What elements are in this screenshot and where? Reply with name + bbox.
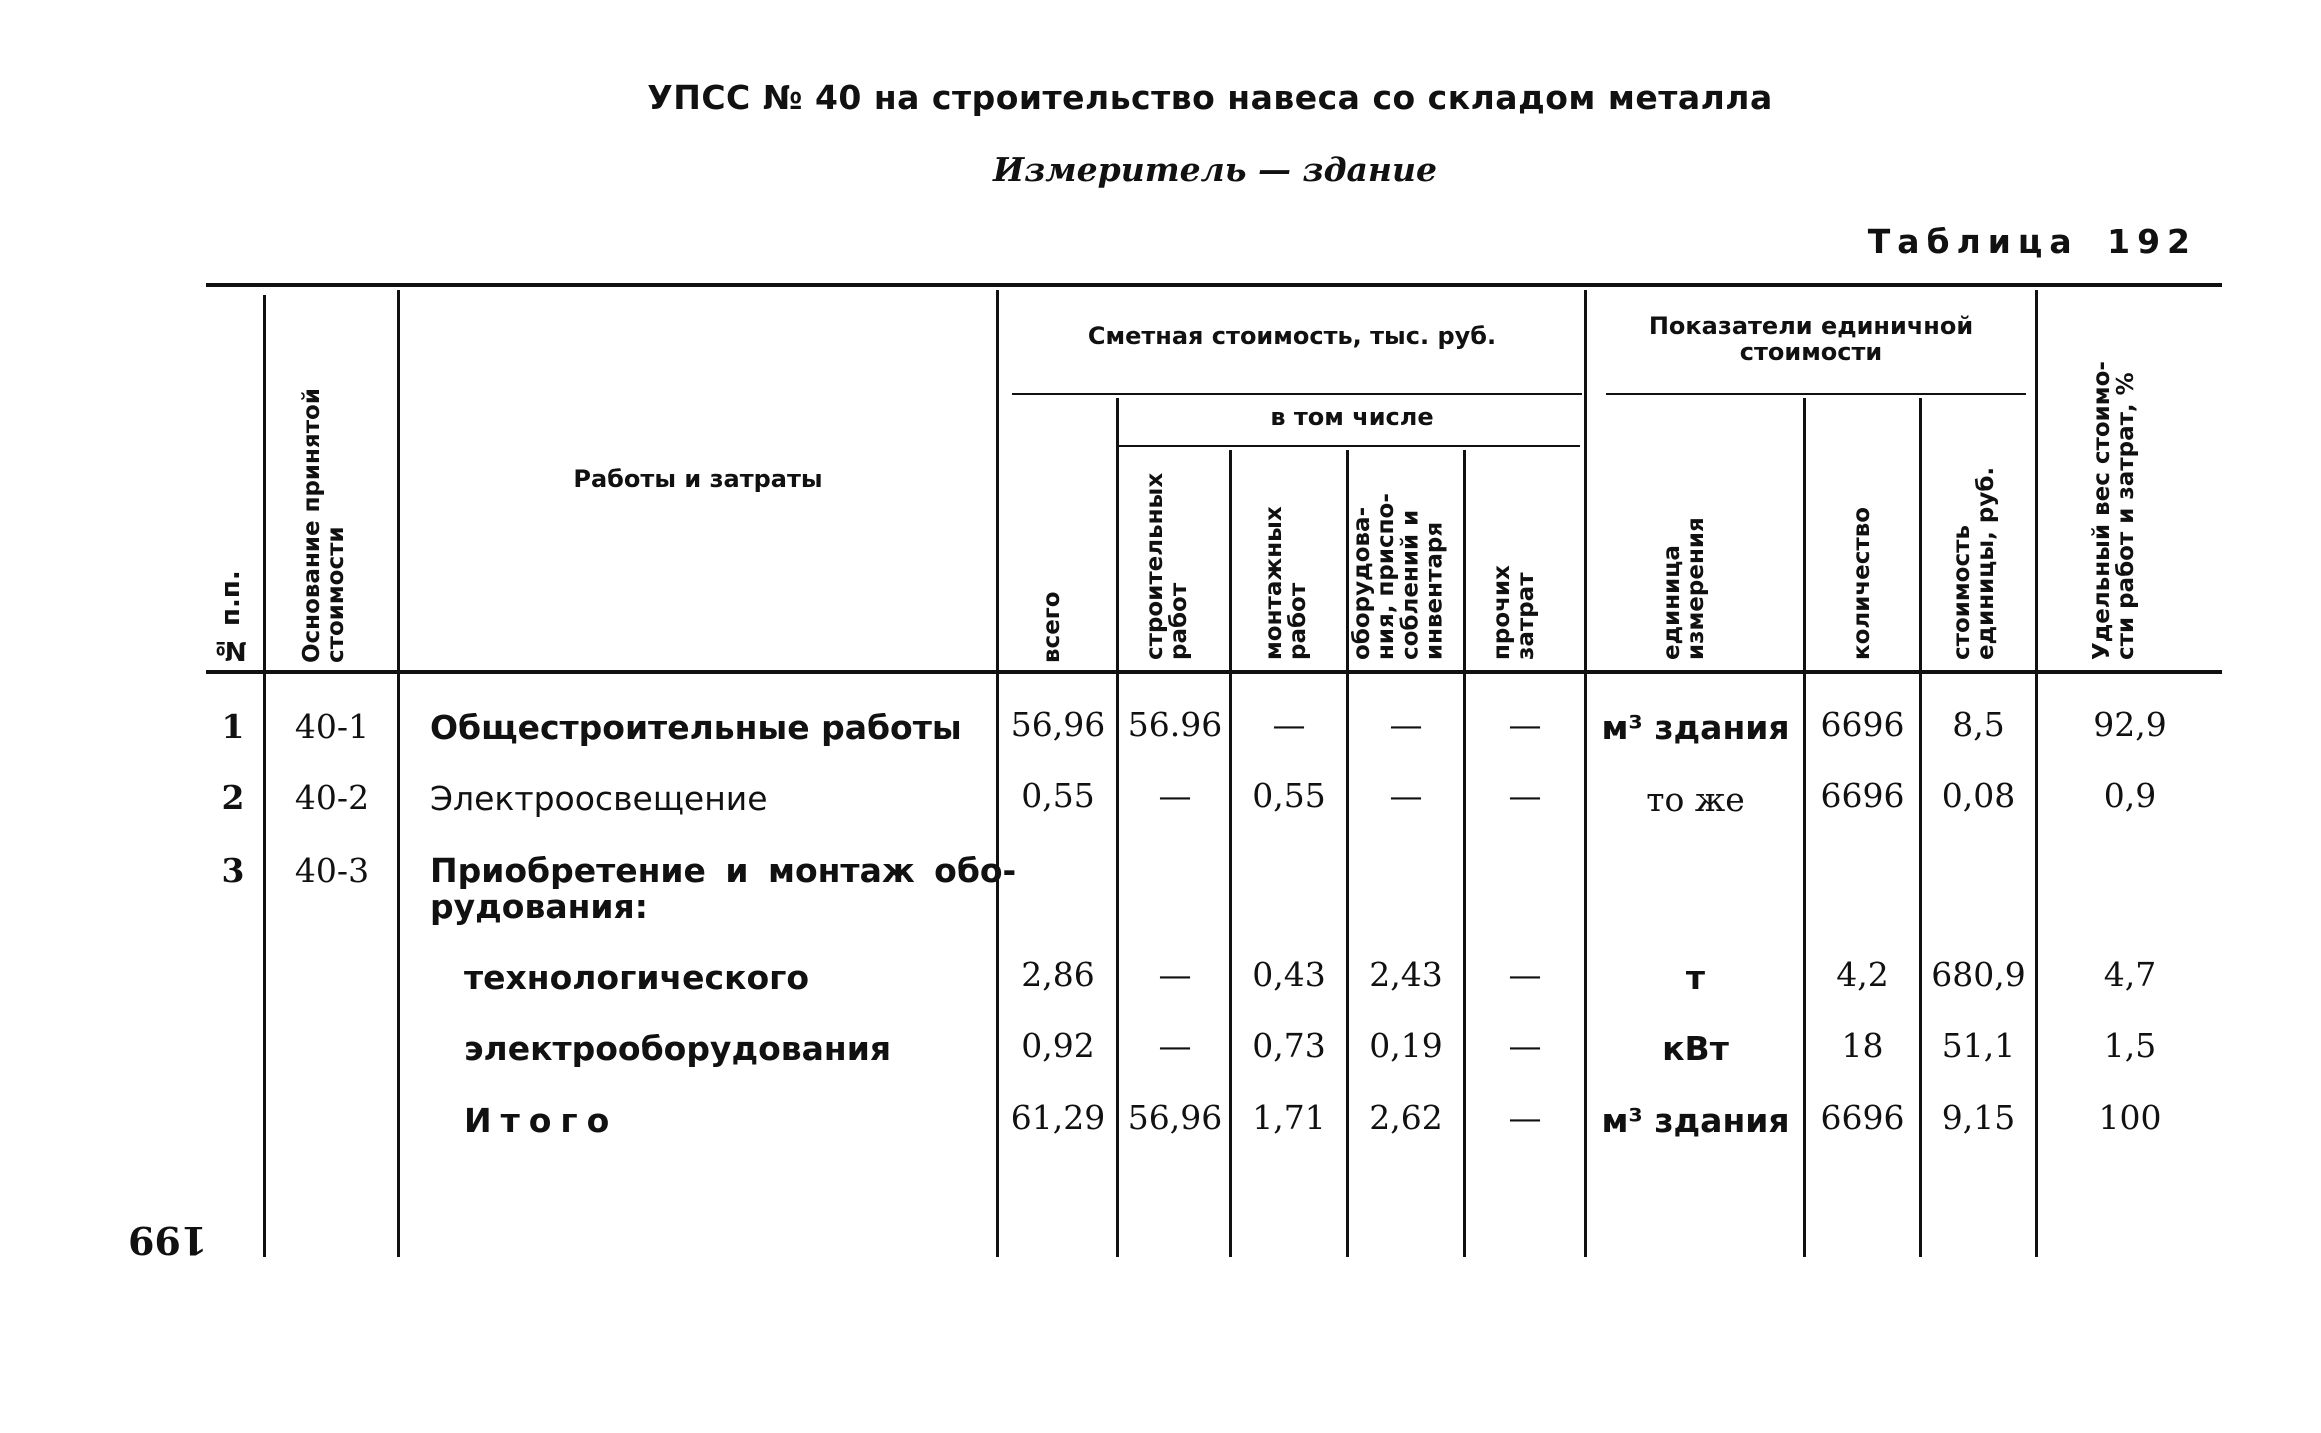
header-basis: Основание принятой стоимости: [299, 388, 350, 663]
row3b-total: 0,92: [1021, 1026, 1095, 1065]
header-total: всего: [1039, 591, 1065, 663]
row2-installation: 0,55: [1252, 776, 1326, 815]
header-unit-cost: стоимость единицы, руб.: [1949, 466, 2000, 660]
including-rule: [1118, 445, 1580, 447]
document-subtitle: Измеритель — здание: [993, 150, 1437, 189]
total-equipment: 2,62: [1369, 1098, 1443, 1137]
row3a-unit-cost: 680,9: [1931, 955, 2026, 994]
total-unit-cost: 9,15: [1941, 1098, 2016, 1137]
header-equipment: оборудова- ния, приспо- соблений и инвентаря: [1349, 493, 1448, 660]
row1-installation: —: [1272, 705, 1306, 744]
row3b-other: —: [1508, 1026, 1542, 1065]
total-other: —: [1508, 1098, 1542, 1137]
row1-equipment: —: [1389, 705, 1423, 744]
header-unit: единица измерения: [1659, 517, 1710, 660]
indicators-group-rule: [1606, 393, 2026, 395]
total-construction: 56,96: [1127, 1098, 1223, 1137]
row2-unit-cost: 0,08: [1941, 776, 2016, 815]
row3b-installation: 0,73: [1252, 1026, 1326, 1065]
header-other: прочих затрат: [1489, 565, 1540, 660]
row3a-construction: —: [1158, 955, 1192, 994]
row2-unit: то же: [1646, 780, 1745, 819]
row3a-total: 2,86: [1021, 955, 1095, 994]
total-total: 61,29: [1010, 1098, 1106, 1137]
document-title: УПСС № 40 на строительство навеса со складом металла: [647, 78, 1773, 117]
row3b-equipment: 0,19: [1369, 1026, 1443, 1065]
row1-construction: 56.96: [1127, 705, 1223, 744]
header-num: № п.п.: [216, 570, 246, 665]
row2-construction: —: [1158, 776, 1192, 815]
row3a-other: —: [1508, 955, 1542, 994]
row3a-work: технологического: [464, 958, 810, 997]
total-unit: м³ здания: [1601, 1101, 1790, 1140]
col-line-4: [1116, 398, 1119, 1257]
row3-basis: 40-3: [294, 851, 370, 890]
page-number: 199: [128, 1218, 208, 1263]
col-line-2: [397, 290, 400, 1257]
row3b-quantity: 18: [1841, 1026, 1884, 1065]
total-share: 100: [2098, 1098, 2162, 1137]
row3b-work: электрооборудования: [464, 1029, 892, 1068]
row2-total: 0,55: [1021, 776, 1095, 815]
row1-share: 92,9: [2093, 705, 2167, 744]
col-line-8: [1584, 290, 1587, 1257]
row2-quantity: 6696: [1820, 776, 1905, 815]
row3-work-continued: рудования:: [430, 887, 648, 926]
row1-unit: м³ здания: [1601, 708, 1790, 747]
row3a-share: 4,7: [2103, 955, 2157, 994]
row1-work: Общестроительные работы: [430, 708, 962, 747]
row2-basis: 40-2: [294, 778, 370, 817]
row3-work: Приобретение и монтаж обо-: [430, 851, 1017, 890]
cost-group-rule: [1012, 393, 1582, 395]
header-unit-indicators: Показатели единичной стоимости: [1648, 312, 1974, 367]
row2-equipment: —: [1389, 776, 1423, 815]
row2-other: —: [1508, 776, 1542, 815]
row3b-construction: —: [1158, 1026, 1192, 1065]
row2-work: Электроосвещение: [430, 779, 768, 818]
table-top-rule: [206, 283, 2222, 287]
total-installation: 1,71: [1252, 1098, 1326, 1137]
row1-unit-cost: 8,5: [1952, 705, 2005, 744]
header-construction: строительных работ: [1142, 472, 1193, 660]
row3a-equipment: 2,43: [1369, 955, 1443, 994]
row2-share: 0,9: [2103, 776, 2157, 815]
header-share: Удельный вес стоимо- сти работ и затрат, %: [2089, 361, 2140, 660]
row3a-quantity: 4,2: [1836, 955, 1889, 994]
row1-basis: 40-1: [294, 707, 370, 746]
total-label: Итого: [464, 1101, 619, 1140]
header-estimated-cost: Сметная стоимость, тыс. руб.: [1087, 322, 1497, 350]
row3a-installation: 0,43: [1252, 955, 1326, 994]
row3-num: 3: [221, 851, 245, 890]
header-works: Работы и затраты: [573, 465, 823, 493]
col-line-3: [996, 290, 999, 1257]
row1-quantity: 6696: [1820, 705, 1905, 744]
row1-total: 56,96: [1010, 705, 1106, 744]
col-line-1: [263, 295, 266, 1257]
total-quantity: 6696: [1820, 1098, 1905, 1137]
row3b-unit-cost: 51,1: [1941, 1026, 2016, 1065]
row1-other: —: [1508, 705, 1542, 744]
row2-num: 2: [221, 778, 245, 817]
header-installation: монтажных работ: [1261, 506, 1312, 660]
row3b-share: 1,5: [2103, 1026, 2157, 1065]
table-label: Таблица 192: [1867, 222, 2197, 261]
row3b-unit: кВт: [1662, 1029, 1729, 1068]
header-including: в том числе: [1270, 403, 1434, 431]
header-quantity: количество: [1849, 506, 1875, 660]
row3a-unit: т: [1685, 958, 1706, 997]
row1-num: 1: [221, 707, 245, 746]
